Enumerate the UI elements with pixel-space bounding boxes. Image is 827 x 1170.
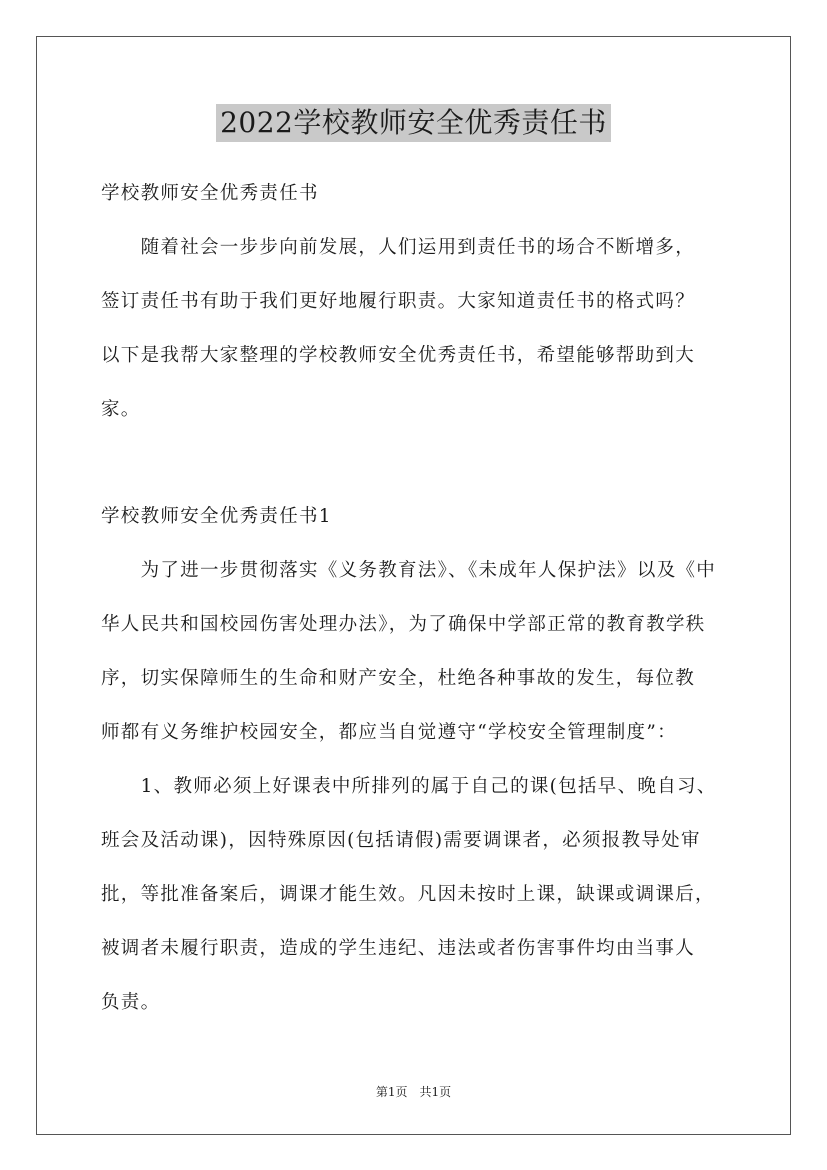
intro-line: 以下是我帮大家整理的学校教师安全优秀责任书，希望能够帮助到大 bbox=[101, 345, 696, 366]
intro-line: 签订责任书有助于我们更好地履行职责。大家知道责任书的格式吗？ bbox=[101, 291, 696, 312]
document-body bbox=[101, 174, 731, 1037]
title-wrap bbox=[0, 104, 827, 142]
intro-line: 家。 bbox=[101, 399, 141, 420]
document-title: 2022学校教师安全优秀责任书 bbox=[216, 104, 611, 142]
section-heading: 学校教师安全优秀责任书 bbox=[101, 183, 319, 204]
paragraph-line: 序，切实保障师生的生命和财产安全，杜绝各种事故的发生，每位教 bbox=[101, 668, 696, 689]
intro-line: 随着社会一步步向前发展，人们运用到责任书的场合不断增多， bbox=[101, 237, 696, 258]
paragraph-line: 班会及活动课)，因特殊原因(包括请假)需要调课者，必须报教导处审 bbox=[101, 830, 701, 851]
paragraph-line: 被调者未履行职责，造成的学生违纪、违法或者伤害事件均由当事人 bbox=[101, 938, 696, 959]
paragraph-line: 1、教师必须上好课表中所排列的属于自己的课(包括早、晚自习、 bbox=[101, 776, 717, 797]
paragraph-line: 批，等批准备案后，调课才能生效。凡因未按时上课，缺课或调课后， bbox=[101, 884, 715, 905]
blank-line bbox=[101, 444, 731, 497]
page-footer bbox=[0, 1083, 827, 1100]
page-number: 第1页 共1页 bbox=[375, 1085, 452, 1099]
paragraph-line: 负责。 bbox=[101, 992, 161, 1013]
sub-heading: 学校教师安全优秀责任书1 bbox=[101, 506, 332, 527]
paragraph-line: 为了进一步贯彻落实《义务教育法》、《未成年人保护法》以及《中 bbox=[101, 560, 717, 581]
paragraph-line: 师都有义务维护校园安全，都应当自觉遵守“学校安全管理制度”： bbox=[101, 722, 677, 743]
paragraph-line: 华人民共和国校园伤害处理办法》，为了确保中学部正常的教育教学秩 bbox=[101, 614, 706, 635]
